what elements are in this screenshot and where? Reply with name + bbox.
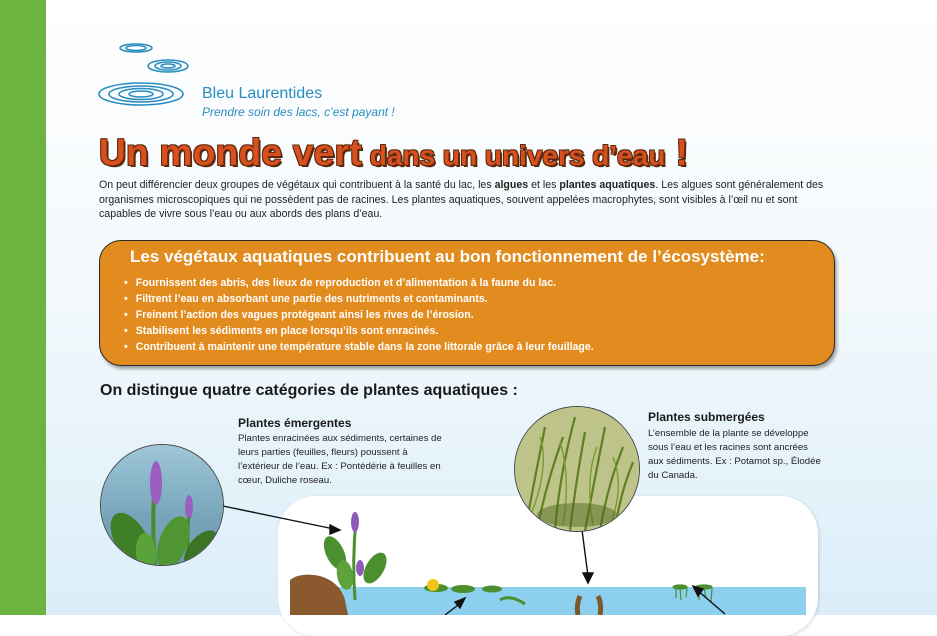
emergent-plant-photo <box>100 444 224 566</box>
underwater-plants-image <box>515 407 639 531</box>
categories-heading: On distingue quatre catégories de plantes aquatiques : <box>100 382 518 399</box>
title-part-3: ! <box>665 132 688 173</box>
title-part-1: Un monde vert <box>99 132 362 173</box>
arrow-head <box>330 525 340 534</box>
brand-tagline: Prendre soin des lacs, c’est payant ! <box>202 105 395 119</box>
brand-name: Bleu Laurentides <box>202 85 323 102</box>
benefit-item: • Filtrent l’eau en absorbant une partie des nutriments et contaminants. <box>124 291 594 307</box>
benefit-item: • Freinent l’action des vagues protégeant ainsi les rives de l’érosion. <box>124 307 594 323</box>
benefit-item: • Fournissent des abris, des lieux de reproduction et d’alimentation à la faune du lac. <box>124 275 594 291</box>
arrow-to-submerged <box>582 530 588 576</box>
emergent-title: Plantes émergentes <box>238 416 352 430</box>
lake-water <box>290 587 806 615</box>
arrow-head <box>583 573 593 583</box>
benefit-item: • Stabilisent les sédiments en place lorsqu’ils sont enracinés. <box>124 323 594 339</box>
intro-text-2: et les <box>528 179 560 191</box>
emergent-description: Plantes enracinées aux sédiments, certaines de leurs parties (feuilles, fleurs) poussent à l’extérieur de l’eau. Ex : Pontédérie à feuilles en cœur, Duliche roseau. <box>238 433 442 486</box>
submerged-title: Plantes submergées <box>648 410 765 424</box>
title-part-2: dans un univers d’eau <box>361 140 666 171</box>
submerged-plant-photo <box>514 406 640 532</box>
submerged-description: L’ensemble de la plante se développe sous l’eau et les racines sont ancrées aux sédiments. Ex : Potamot sp., Élodée du Canada. <box>648 428 821 481</box>
intro-bold-plantes: plantes aquatiques <box>559 179 656 191</box>
benefits-title: Les végétaux aquatiques contribuent au bon fonctionnement de l’écosystème: <box>130 247 765 266</box>
benefit-item: • Contribuent à maintenir une température stable dans la zone littorale grâce à leur feuillage. <box>124 339 594 355</box>
intro-text-1: On peut différencier deux groupes de végétaux qui contribuent à la santé du lac, les <box>99 179 495 191</box>
pickerelweed-image <box>101 445 223 565</box>
intro-text-3: . Les algues sont généralement des organismes microscopiques qui ne possèdent pas de racines. Les plantes aquatiques, souvent appelées macrophytes, sont visibles à l’œil nu et sont capables de vivre sous l’eau ou aux abords des plans d’eau. <box>99 179 824 220</box>
intro-bold-algues: algues <box>494 179 529 191</box>
arrow-to-emergent <box>223 506 334 529</box>
